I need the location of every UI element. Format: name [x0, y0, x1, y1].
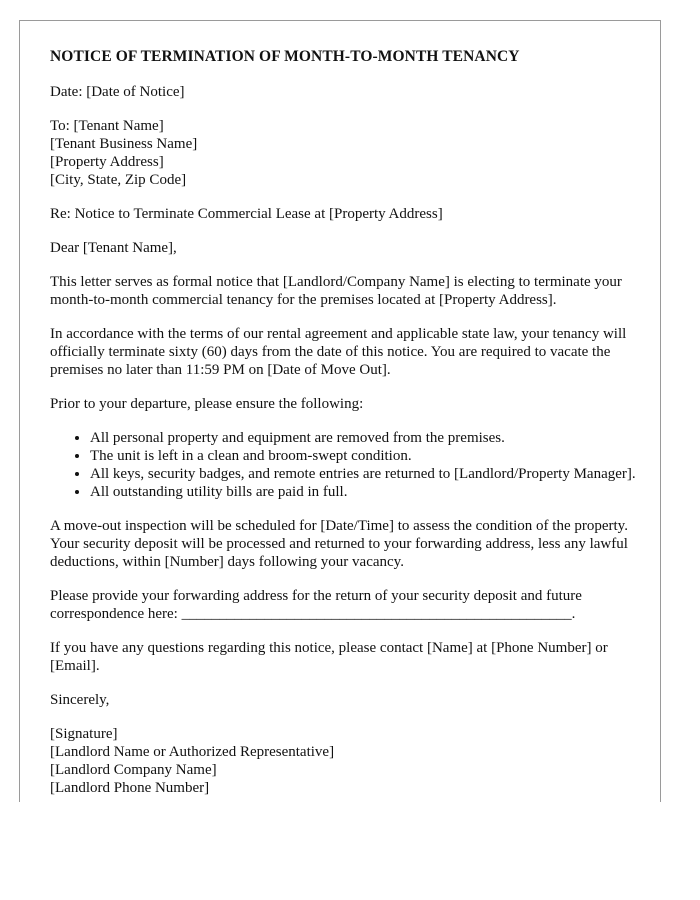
recipient-line: [Tenant Business Name] — [50, 136, 198, 152]
body-paragraph: Prior to your departure, please ensure the following: — [50, 396, 364, 412]
list-item: • All outstanding utility bills are paid in full. — [90, 483, 640, 501]
body-paragraph: Please provide your forwarding address for the return of your security deposit and future correspondence here: ____________________________________________________. — [50, 588, 582, 622]
recipient-line: [City, State, Zip Code] — [50, 172, 187, 188]
signature-block — [50, 725, 640, 797]
body-paragraph: If you have any questions regarding this notice, please contact [Name] at [Phone Number] or [Email]. — [50, 640, 608, 674]
list-item: • All keys, security badges, and remote entries are returned to [Landlord/Property Manager]. — [90, 465, 640, 483]
salutation: Dear [Tenant Name], — [50, 240, 177, 256]
recipient-block — [50, 117, 640, 189]
re-line: Re: Notice to Terminate Commercial Lease at [Property Address] — [50, 206, 443, 222]
requirements-list — [50, 429, 640, 501]
date-line: Date: [Date of Notice] — [50, 84, 185, 100]
list-item: • The unit is left in a clean and broom-swept condition. — [90, 447, 640, 465]
signature-line: [Landlord Name or Authorized Representative] — [50, 744, 335, 760]
closing: Sincerely, — [50, 692, 110, 708]
body-paragraph: A move-out inspection will be scheduled for [Date/Time] to assess the condition of the property. Your security deposit will be processed and returned to your forwarding address, less any lawful deductions, within [Number] days following your vacancy. — [50, 518, 628, 570]
document-title: NOTICE OF TERMINATION OF MONTH-TO-MONTH TENANCY — [50, 48, 520, 65]
body-paragraph: In accordance with the terms of our rental agreement and applicable state law, your tenancy will officially terminate sixty (60) days from the date of this notice. You are required to vacate the premises no later than 11:59 PM on [Date of Move Out]. — [50, 326, 627, 378]
letter-page — [19, 20, 661, 802]
signature-line: [Landlord Phone Number] — [50, 780, 210, 796]
recipient-line: To: [Tenant Name] — [50, 118, 164, 134]
recipient-line: [Property Address] — [50, 154, 164, 170]
letter-content — [50, 48, 640, 802]
body-paragraph: This letter serves as formal notice that [Landlord/Company Name] is electing to terminate your month-to-month commercial tenancy for the premises located at [Property Address]. — [50, 274, 622, 308]
signature-line: [Signature] — [50, 726, 118, 742]
list-item: • All personal property and equipment are removed from the premises. — [90, 429, 640, 447]
signature-line: [Landlord Company Name] — [50, 762, 217, 778]
